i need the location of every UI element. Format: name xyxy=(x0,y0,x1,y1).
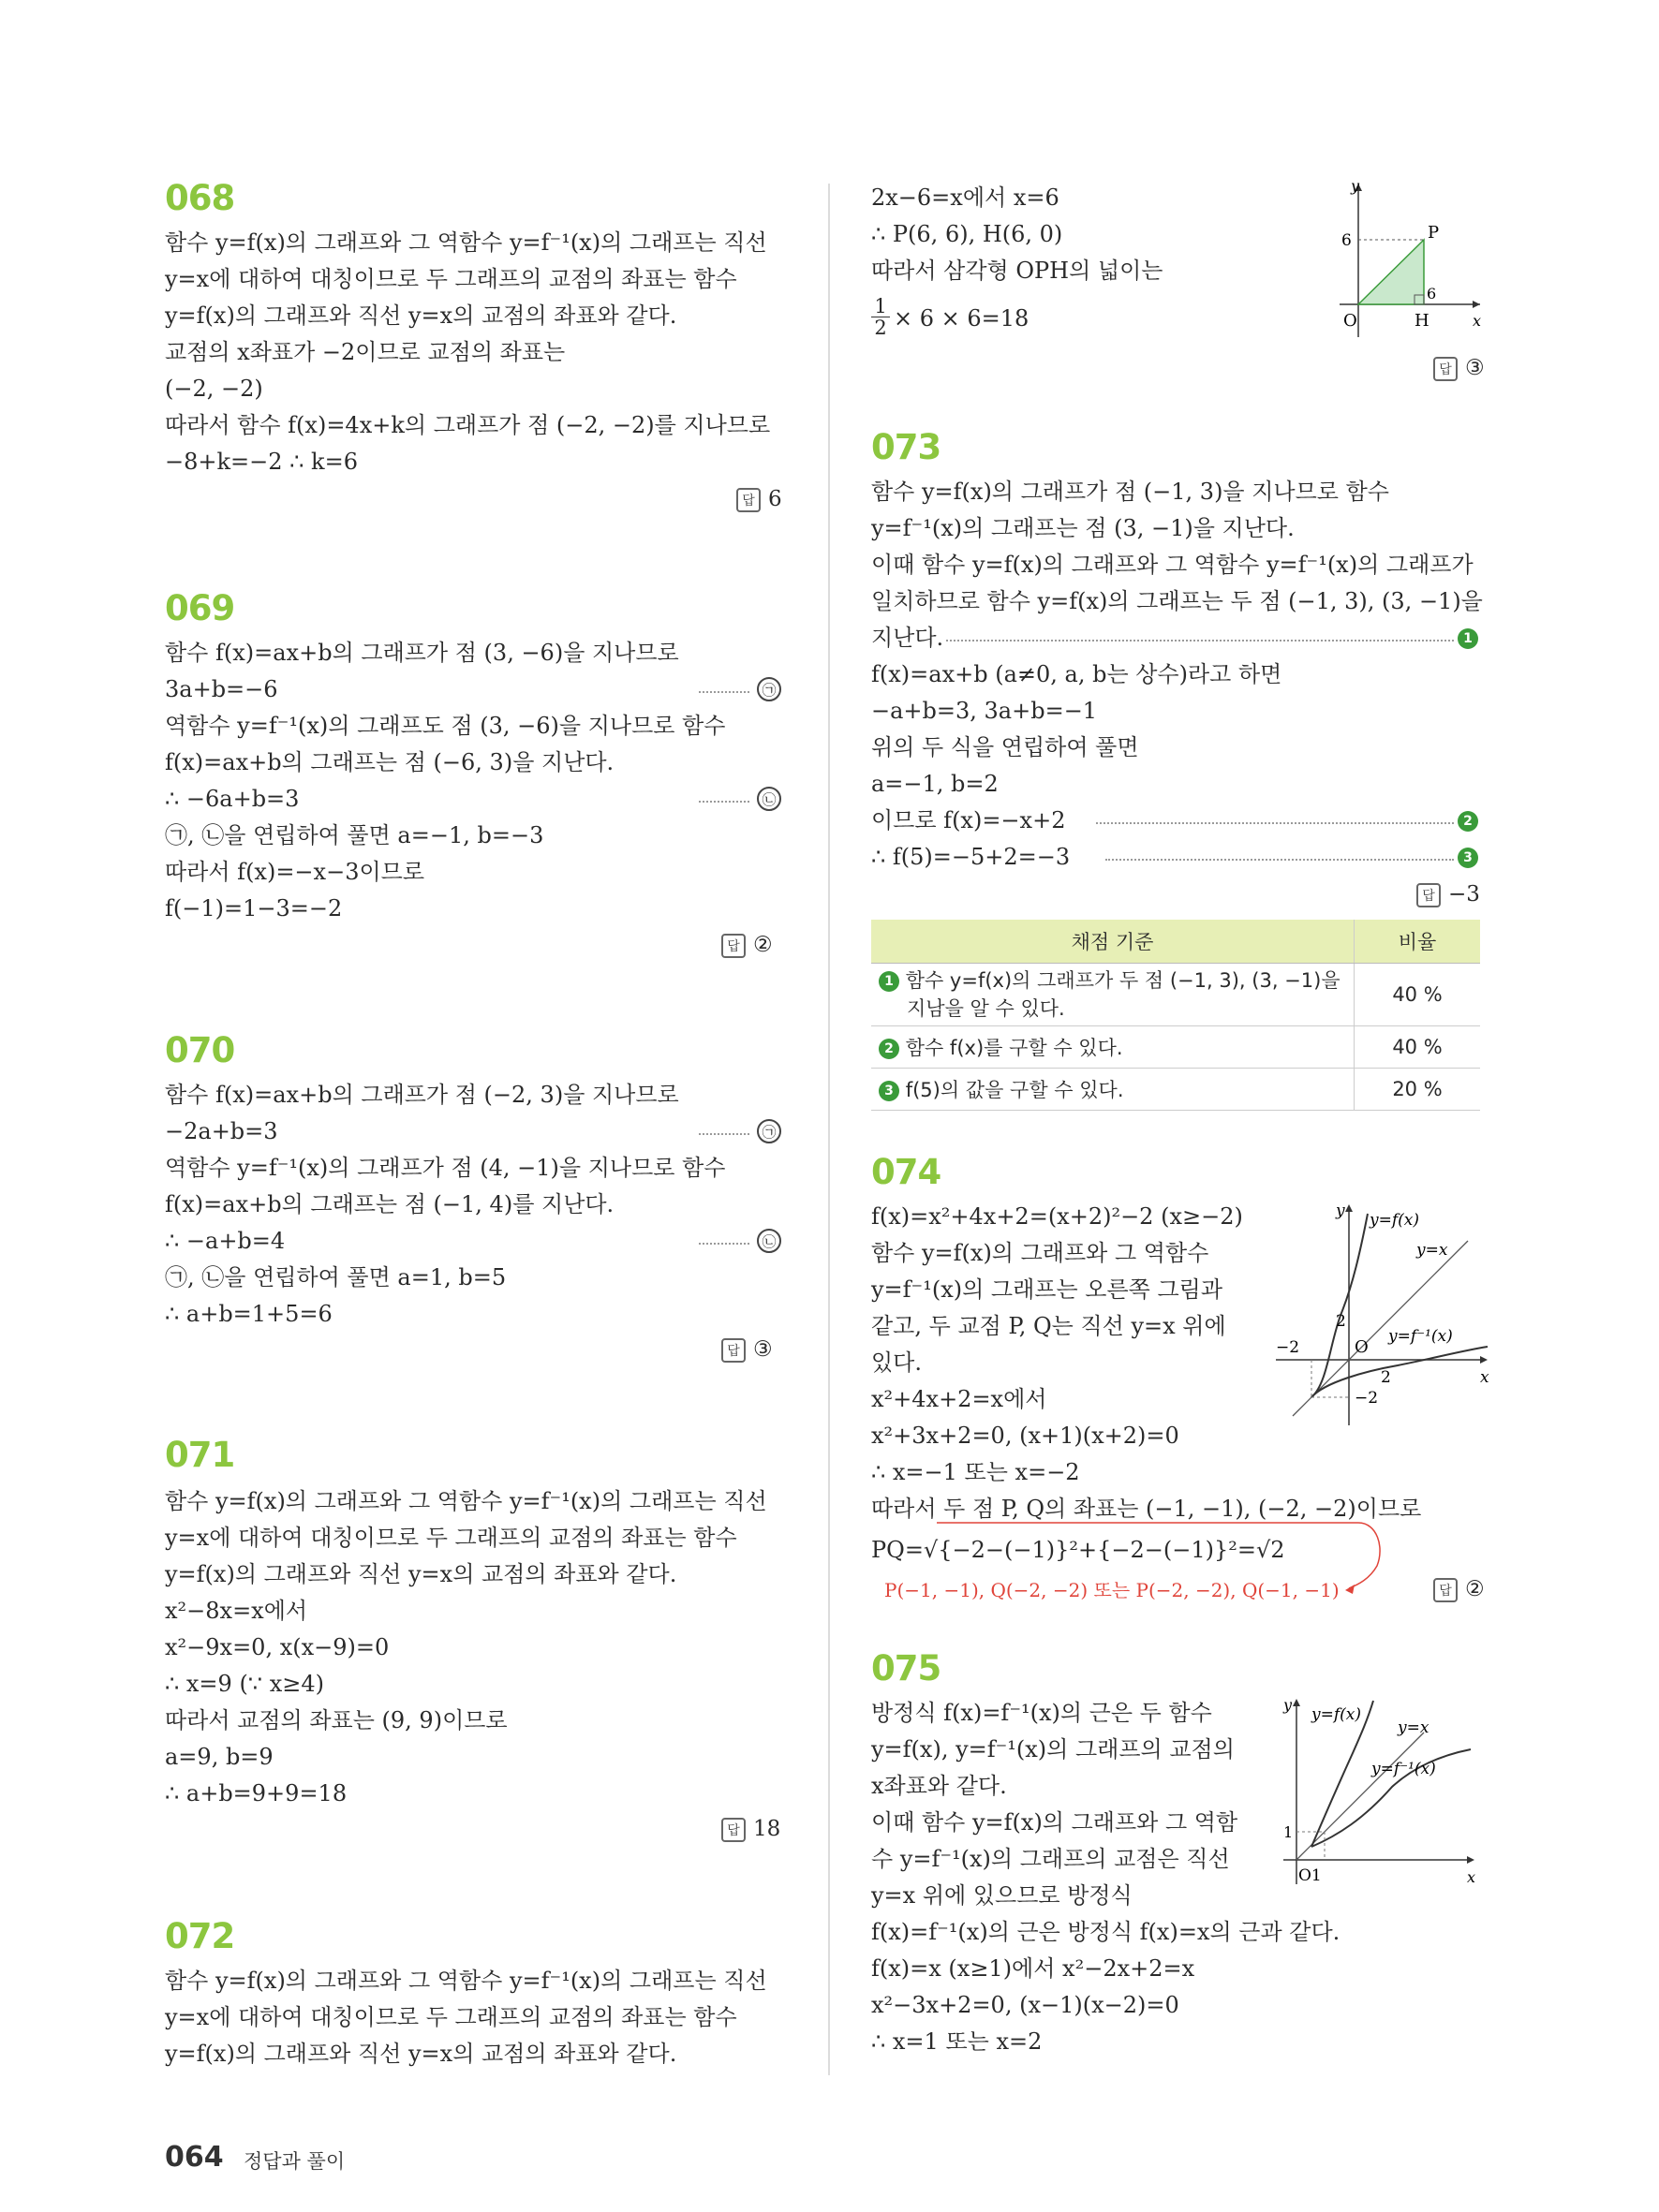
text-line: x²−9x=0, x(x−9)=0 xyxy=(165,1634,390,1660)
page-number: 064 xyxy=(165,2141,224,2174)
text-line: 2x−6=x에서 x=6 xyxy=(871,184,1059,211)
step-mark: 3 xyxy=(1458,848,1478,868)
text-line: ∴ a+b=1+5=6 xyxy=(165,1301,333,1327)
fraction-denominator: 2 xyxy=(874,317,887,339)
text-line: 함수 y=f(x)의 그래프와 그 역함수 y=f⁻¹(x)의 그래프는 직선 xyxy=(165,1968,767,1994)
answer-tag: 답 xyxy=(721,1818,746,1842)
step-mark: 2 xyxy=(879,1039,899,1059)
text-line: x²+3x+2=0, (x+1)(x+2)=0 xyxy=(871,1423,1179,1449)
text-line: y=f(x)의 그래프와 직선 y=x의 교점의 좌표와 같다. xyxy=(165,1561,677,1587)
text-line: f(x)=ax+b (a≠0, a, b는 상수)라고 하면 xyxy=(871,661,1282,687)
step-mark: 2 xyxy=(1458,811,1478,832)
axis-label-x: x xyxy=(1467,1868,1476,1886)
text-line: f(x)=f⁻¹(x)의 근은 방정식 f(x)=x의 근과 같다. xyxy=(871,1919,1341,1945)
axis-label-x: x xyxy=(1480,1368,1489,1387)
mark-circle: ㉠ xyxy=(757,677,781,701)
text-line: −8+k=−2 ∴ k=6 xyxy=(165,449,358,475)
text-line: x²+4x+2=x에서 xyxy=(871,1386,1047,1412)
text-line: 있다. xyxy=(871,1349,922,1376)
text-line: ∴ −a+b=4 xyxy=(165,1228,286,1254)
answer xyxy=(1416,882,1480,907)
point-label-p: P xyxy=(1428,223,1440,243)
text-line: ㉠, ㉡을 연립하여 풀면 a=−1, b=−3 xyxy=(165,822,544,848)
problem-number-075: 075 xyxy=(871,1648,941,1688)
text-line: 따라서 함수 f(x)=4x+k의 그래프가 점 (−2, −2)를 지나므로 xyxy=(165,412,771,438)
text-line: y=x에 대하여 대칭이므로 두 그래프의 교점의 좌표는 함수 xyxy=(165,266,737,292)
text-line: 역함수 y=f⁻¹(x)의 그래프도 점 (3, −6)을 지나므로 함수 xyxy=(165,713,726,739)
step-mark: 1 xyxy=(1458,628,1478,649)
text-line: 함수 f(x)=ax+b의 그래프가 점 (−2, 3)을 지나므로 xyxy=(165,1082,679,1108)
leader-line xyxy=(699,691,749,693)
leader-line xyxy=(1096,822,1454,824)
text-line: x좌표와 같다. xyxy=(871,1773,1007,1799)
step-mark: 1 xyxy=(879,971,899,992)
scoring-table xyxy=(871,920,1480,1111)
problem-number-073: 073 xyxy=(871,427,941,467)
problem-number-074: 074 xyxy=(871,1152,941,1192)
answer-value: 18 xyxy=(753,1817,781,1841)
answer xyxy=(1433,356,1485,381)
answer-value: ③ xyxy=(753,1337,773,1362)
origin-label: O1 xyxy=(1298,1866,1322,1885)
text-line: 지난다. xyxy=(871,625,944,651)
text-line: 같고, 두 교점 P, Q는 직선 y=x 위에 xyxy=(871,1313,1226,1339)
leader-line xyxy=(1105,859,1454,861)
tick-label: −2 xyxy=(1276,1338,1300,1357)
text-line: 이때 함수 y=f(x)의 그래프와 그 역함수 y=f⁻¹(x)의 그래프가 xyxy=(871,552,1474,578)
text-line: ㉠, ㉡을 연립하여 풀면 a=1, b=5 xyxy=(165,1264,507,1290)
curve-label: y=f⁻¹(x) xyxy=(1371,1760,1436,1778)
text-line: 따라서 f(x)=−x−3이므로 xyxy=(165,859,425,885)
text-line: ∴ −6a+b=3 xyxy=(165,786,300,812)
curve-label: y=f⁻¹(x) xyxy=(1388,1327,1453,1346)
mark-circle: ㉠ xyxy=(757,1119,781,1143)
curve-label: y=f(x) xyxy=(1370,1211,1419,1230)
text-line: ∴ x=9 (∵ x≥4) xyxy=(165,1671,324,1697)
text-line: f(x)=x (x≥1)에서 x²−2x+2=x xyxy=(871,1955,1195,1982)
curve-f-inverse xyxy=(1311,1347,1488,1397)
problem-number-068: 068 xyxy=(165,178,235,218)
text-line: 3a+b=−6 xyxy=(165,676,278,702)
text-line: 수 y=f⁻¹(x)의 그래프의 교점은 직선 xyxy=(871,1846,1230,1872)
leader-line xyxy=(699,1243,749,1245)
axis-label-y: y xyxy=(1336,1202,1345,1220)
graph-075 xyxy=(1283,1697,1480,1884)
text-line: y=f⁻¹(x)의 그래프는 오른쪽 그림과 xyxy=(871,1276,1223,1303)
tick-label: 1 xyxy=(1283,1823,1294,1841)
origin-label: O xyxy=(1355,1337,1369,1357)
table-header: 채점 기준 xyxy=(871,920,1355,964)
table-row xyxy=(871,964,1480,1026)
text-line: y=f(x)의 그래프와 직선 y=x의 교점의 좌표와 같다. xyxy=(165,302,677,329)
criteria-text: 함수 f(x)를 구할 수 있다. xyxy=(905,1037,1123,1059)
answer xyxy=(736,487,782,512)
text-line: y=x에 대하여 대칭이므로 두 그래프의 교점의 좌표는 함수 xyxy=(165,1525,737,1551)
text-line: 함수 y=f(x)의 그래프가 점 (−1, 3)을 지나므로 함수 xyxy=(871,479,1389,505)
problem-number-072: 072 xyxy=(165,1916,235,1956)
text-line: 일치하므로 함수 y=f(x)의 그래프는 두 점 (−1, 3), (3, −1)을 xyxy=(871,588,1483,614)
fraction xyxy=(871,296,890,338)
criteria-text: 함수 y=f(x)의 그래프가 두 점 (−1, 3), (3, −1)을 xyxy=(905,969,1341,992)
text-line: 교점의 x좌표가 −2이므로 교점의 좌표는 xyxy=(165,339,566,365)
axis-label-y: y xyxy=(1283,1696,1293,1714)
text-line: ∴ P(6, 6), H(6, 0) xyxy=(871,221,1063,247)
text-line: ∴ x=−1 또는 x=−2 xyxy=(871,1459,1080,1485)
axis-label-x: x xyxy=(1473,312,1482,330)
problem-number-069: 069 xyxy=(165,588,235,628)
text-line: y=f⁻¹(x)의 그래프는 점 (3, −1)을 지난다. xyxy=(871,515,1295,541)
table-cell xyxy=(871,964,1355,1026)
problem-number-071: 071 xyxy=(165,1435,235,1475)
text-line: f(x)=x²+4x+2=(x+2)²−2 (x≥−2) xyxy=(871,1203,1243,1230)
text-line: −a+b=3, 3a+b=−1 xyxy=(871,698,1098,724)
text-line: x²−8x=x에서 xyxy=(165,1598,308,1624)
problem-number-070: 070 xyxy=(165,1030,235,1070)
fraction-numerator: 1 xyxy=(871,296,890,317)
text-line: y=f(x), y=f⁻¹(x)의 그래프의 교점의 xyxy=(871,1736,1235,1762)
answer-tag: 답 xyxy=(721,934,746,958)
answer-tag: 답 xyxy=(721,1338,746,1363)
table-cell xyxy=(871,1026,1355,1069)
text-line: a=−1, b=2 xyxy=(871,771,999,797)
origin-label: O xyxy=(1343,311,1357,331)
line-y-equals-x xyxy=(1296,1733,1424,1860)
answer-value: ② xyxy=(753,933,773,957)
table-cell: 40 % xyxy=(1355,1026,1481,1069)
answer-value: ③ xyxy=(1465,356,1485,380)
answer-tag: 답 xyxy=(1416,883,1441,907)
mark-circle: ㉡ xyxy=(757,787,781,811)
criteria-text: f(5)의 값을 구할 수 있다. xyxy=(905,1079,1124,1101)
tick-label: 2 xyxy=(1336,1312,1346,1331)
text-line: 함수 f(x)=ax+b의 그래프가 점 (3, −6)을 지나므로 xyxy=(165,640,679,666)
text-line: ∴ f(5)=−5+2=−3 xyxy=(871,844,1071,870)
column-divider xyxy=(828,184,830,2075)
text-line: (−2, −2) xyxy=(165,376,263,402)
red-callout-line xyxy=(871,1519,1396,1603)
text-line: y=f(x)의 그래프와 직선 y=x의 교점의 좌표와 같다. xyxy=(165,2041,677,2067)
point-label-h: H xyxy=(1415,311,1429,331)
text-line: 이므로 f(x)=−x+2 xyxy=(871,807,1066,833)
text-line: y=x 위에 있으므로 방정식 xyxy=(871,1882,1133,1909)
table-cell: 40 % xyxy=(1355,964,1481,1026)
text-line: f(x)=ax+b의 그래프는 점 (−1, 4)를 지난다. xyxy=(165,1191,615,1217)
text-line: 따라서 두 점 P, Q의 좌표는 (−1, −1), (−2, −2)이므로 xyxy=(871,1496,1422,1522)
text-line: f(−1)=1−3=−2 xyxy=(165,895,343,922)
answer-tag: 답 xyxy=(736,488,761,512)
text-line: ∴ x=1 또는 x=2 xyxy=(871,2028,1043,2055)
leader-line xyxy=(699,801,749,803)
text-line: 위의 두 식을 연립하여 풀면 xyxy=(871,734,1139,760)
answer-value: 6 xyxy=(768,487,782,511)
text-line: y=x에 대하여 대칭이므로 두 그래프의 교점의 좌표는 함수 xyxy=(165,2004,737,2030)
red-annotation: P(−1, −1), Q(−2, −2) 또는 P(−2, −2), Q(−1, −1) xyxy=(884,1579,1340,1601)
answer xyxy=(721,1817,780,1842)
answer-value: −3 xyxy=(1448,882,1480,907)
text-line: −2a+b=3 xyxy=(165,1118,278,1144)
line-label: y=x xyxy=(1416,1241,1448,1260)
mark-circle: ㉡ xyxy=(757,1229,781,1253)
table-row xyxy=(871,1069,1480,1111)
text-line: 이때 함수 y=f(x)의 그래프와 그 역함 xyxy=(871,1809,1238,1836)
table-row xyxy=(871,1026,1480,1069)
table-header: 비율 xyxy=(1355,920,1481,964)
text-line: a=9, b=9 xyxy=(165,1744,274,1770)
table-cell xyxy=(871,1069,1355,1111)
graph-072 xyxy=(1340,178,1480,337)
step-mark: 3 xyxy=(879,1081,899,1101)
tick-label: 6 xyxy=(1341,231,1352,250)
leader-line xyxy=(699,1133,749,1135)
text-line: 따라서 삼각형 OPH의 넓이는 xyxy=(871,258,1163,284)
text-line: 함수 y=f(x)의 그래프와 그 역함수 xyxy=(871,1240,1209,1266)
text-line: f(x)=ax+b의 그래프는 점 (−6, 3)을 지난다. xyxy=(165,749,615,775)
footer-title: 정답과 풀이 xyxy=(244,2150,346,2173)
answer xyxy=(721,1337,773,1363)
tick-label: −2 xyxy=(1355,1389,1379,1408)
text-line: × 6 × 6=18 xyxy=(894,305,1029,332)
answer-value: ② xyxy=(1465,1577,1485,1601)
text-line: PQ=√{−2−(−1)}²+{−2−(−1)}²=√2 xyxy=(871,1537,1285,1563)
text-line: x²−3x+2=0, (x−1)(x−2)=0 xyxy=(871,1992,1179,2018)
text-line: 함수 y=f(x)의 그래프와 그 역함수 y=f⁻¹(x)의 그래프는 직선 xyxy=(165,1488,767,1514)
tick-label: 2 xyxy=(1381,1368,1391,1387)
line-label: y=x xyxy=(1398,1718,1429,1737)
text-line: 방정식 f(x)=f⁻¹(x)의 근은 두 함수 xyxy=(871,1700,1212,1726)
leader-line xyxy=(946,640,1454,641)
text-line: ∴ a+b=9+9=18 xyxy=(165,1780,348,1806)
text-line: 함수 y=f(x)의 그래프와 그 역함수 y=f⁻¹(x)의 그래프는 직선 xyxy=(165,229,767,256)
answer-tag: 답 xyxy=(1433,1578,1458,1602)
tick-label: 6 xyxy=(1427,285,1437,302)
graph-074 xyxy=(1276,1201,1491,1425)
answer xyxy=(1433,1577,1485,1602)
text-line: 따라서 교점의 좌표는 (9, 9)이므로 xyxy=(165,1707,508,1733)
axis-label-y: y xyxy=(1351,177,1360,195)
table-header-row xyxy=(871,920,1480,964)
text-line: 역함수 y=f⁻¹(x)의 그래프가 점 (4, −1)을 지나므로 함수 xyxy=(165,1155,726,1181)
curve-label: y=f(x) xyxy=(1311,1705,1361,1724)
table-cell: 20 % xyxy=(1355,1069,1481,1111)
criteria-text: 지남을 알 수 있다. xyxy=(907,997,1065,1020)
answer xyxy=(721,933,773,958)
answer-tag: 답 xyxy=(1433,357,1458,381)
